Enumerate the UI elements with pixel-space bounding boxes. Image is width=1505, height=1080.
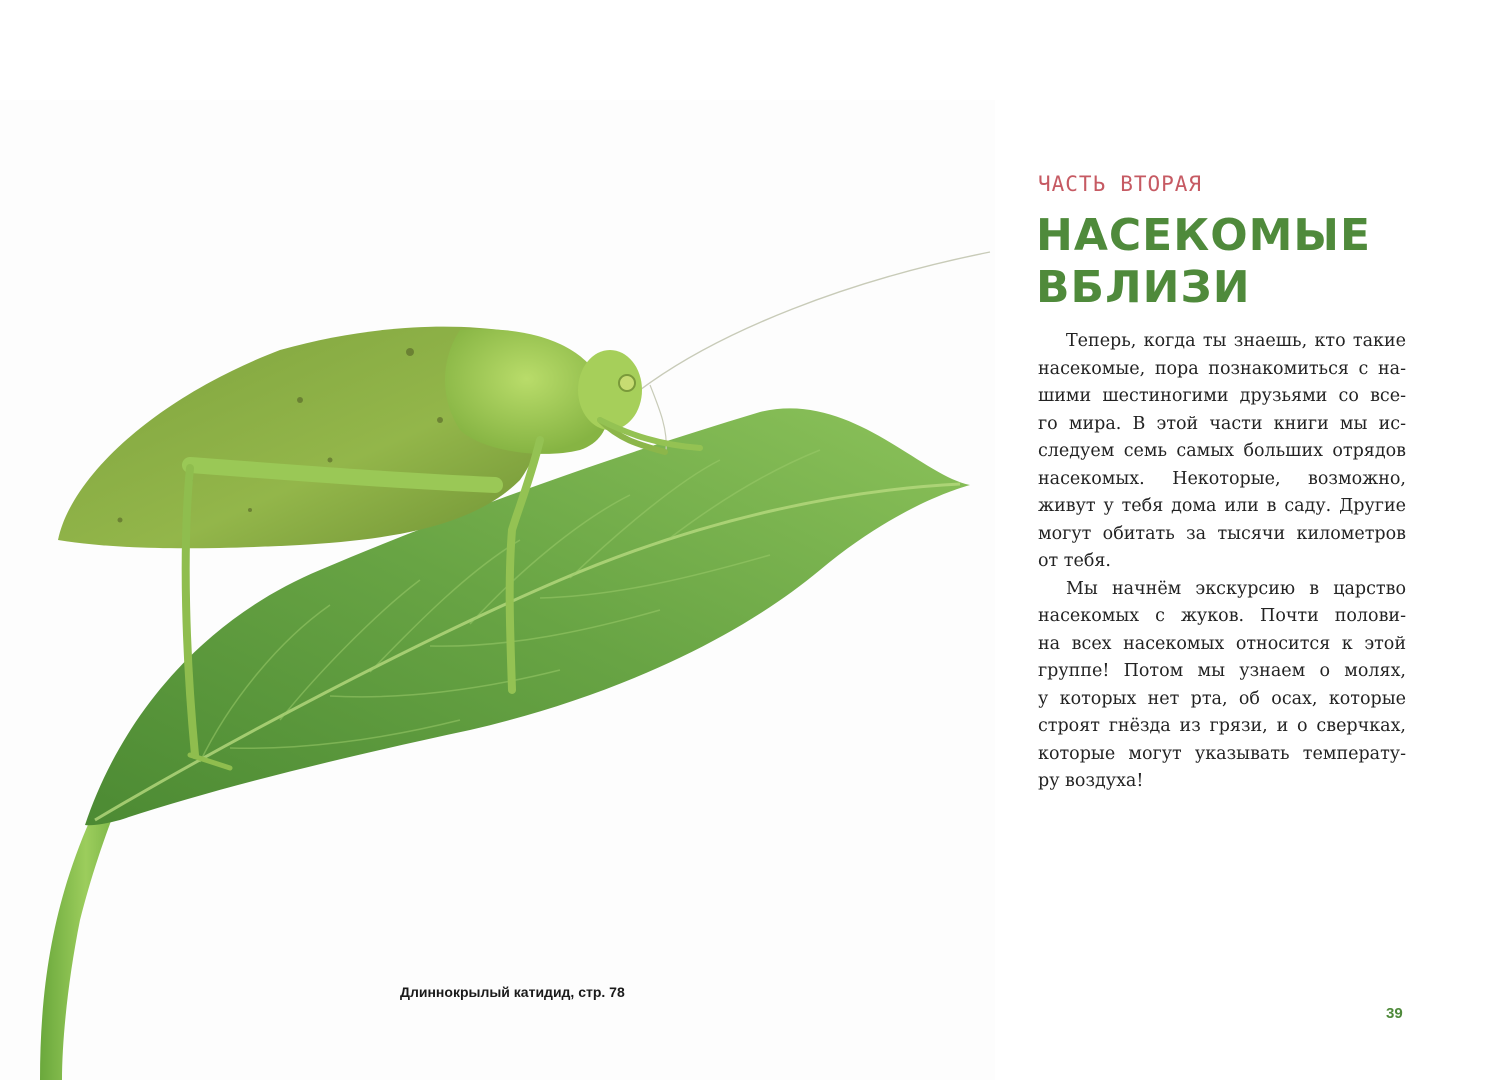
body-text [1038, 328, 1406, 796]
paragraph1-line: го мира. В этой части книги мы ис- [1038, 413, 1406, 434]
paragraph2-line: которые могут указывать температу- [1038, 743, 1406, 764]
paragraph2-line: на всех насекомых относится к этой [1038, 633, 1406, 654]
section-label-word1: ЧАСТЬ [1038, 172, 1107, 196]
paragraph1-line: от тебя. [1038, 551, 1111, 571]
page-number: 39 [1386, 1005, 1403, 1022]
paragraph1-line: следуем семь самых больших отрядов [1038, 441, 1406, 461]
paragraph1-line: насекомых. Некоторые, возможно, [1038, 468, 1406, 489]
paragraph2-line: группе! Потом мы узнаем о молях, [1038, 661, 1406, 681]
section-label [1038, 172, 1202, 196]
paragraph1-line: живут у тебя дома или в саду. Другие [1038, 496, 1406, 516]
paragraph2-line: Мы начнём экскурсию в царство [1066, 578, 1406, 599]
katydid-photo [0, 100, 995, 1080]
paragraph2-line: насекомых с жуков. Почти полови- [1038, 606, 1406, 626]
paragraph1-line: шими шестиногими друзьями со все- [1038, 386, 1406, 406]
antenna [640, 252, 990, 390]
paragraph2-line: ру воздуха! [1038, 771, 1144, 791]
paragraph1-line: могут обитать за тысячи километров [1038, 523, 1406, 544]
paragraph2-line: строят гнёзда из грязи, и о сверчках, [1038, 716, 1406, 736]
photo-caption: Длиннокрылый катидид, стр. 78 [400, 984, 625, 1000]
chapter-title-line2: ВБЛИЗИ [1036, 262, 1251, 313]
photo-area [0, 100, 995, 1080]
paragraph2-line: у которых нет рта, об осах, которые [1038, 688, 1406, 709]
paragraph1-line: насекомые, пора познакомиться с на- [1038, 358, 1406, 379]
paragraph1-line: Теперь, когда ты знаешь, кто такие [1066, 331, 1406, 351]
chapter-title [1036, 210, 1371, 314]
katydid-eye [619, 375, 635, 391]
chapter-title-line1: НАСЕКОМЫЕ [1036, 210, 1372, 261]
section-label-word2: ВТОРАЯ [1120, 172, 1203, 196]
